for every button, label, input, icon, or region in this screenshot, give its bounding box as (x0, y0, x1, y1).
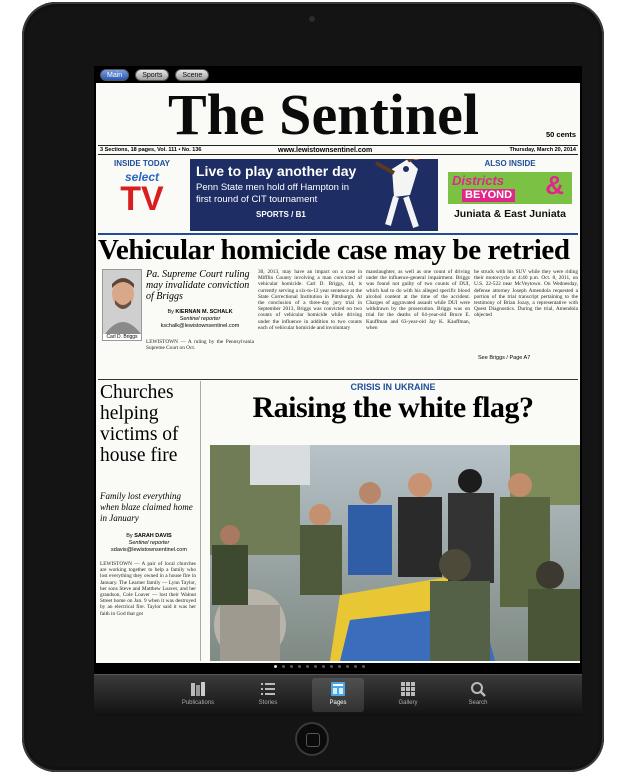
also-inside-label: ALSO INSIDE (484, 159, 536, 168)
gallery-icon (399, 680, 417, 698)
website: www.lewistownsentinel.com (278, 147, 373, 154)
page-dot[interactable] (290, 665, 293, 668)
bottom-tab-bar (94, 674, 582, 716)
feature-headline[interactable]: Raising the white flag? (252, 391, 534, 424)
churches-body: LEWISTOWN — A pair of local churches are working together to help a family who lost everything they owned in a house fire in January. The Learner family — Lynn Taylor, her sons Steve and Matthew Loaver, and her grandson, Cole Loaver — lost their Walnut Street home on Jan. 9 when it was destroyed by an electrical fire. Taylor said it was her faith in God that got (100, 561, 196, 617)
churches-byline-role: Sentinel reporter (128, 540, 170, 546)
ukraine-photo[interactable] (210, 445, 580, 661)
price: 50 cents (545, 130, 576, 139)
page-dot[interactable] (346, 665, 349, 668)
churches-deck: Family lost everything when blaze claimed home in January (100, 491, 193, 523)
lead-byline-name: KIERNAN M. SCHALK (175, 309, 233, 315)
churches-byline-prefix: By (126, 533, 133, 539)
lead-deck: Pa. Supreme Court ruling may invalidate conviction of Briggs (146, 269, 250, 302)
page-dot[interactable] (354, 665, 357, 668)
lead-body-col-4: he struck with his SUV while they were riding their motorcycle at 4:40 p.m. Oct. 8, 2011, on U.S. 22-522 near McVeytown. On Wednesday, defense attorney Joseph Amendola requested a portion of the trial transcript pertaining to the testimony of Brian Jozay, a representative with Quest Diagnostics. During the trial, Amendola objected (474, 269, 578, 319)
promo-select-tv[interactable] (98, 159, 186, 231)
ukraine-photo-image (210, 445, 580, 661)
tab-search[interactable] (452, 678, 504, 712)
mugshot-image (103, 270, 142, 334)
edition-bar (98, 145, 578, 155)
beyond-word: BEYOND (462, 189, 515, 202)
lead-body-col-3: manslaughter, as well as one count of driving under the influence-general impairment. Briggs was found not guilty of two counts of DUI, which had to do with his alleged specific blood alcohol content at the time of the accident. Charges of aggravated assault while DUI were withdrawn by the prosecution. Briggs was on trial for the deaths of 64-year-old Bruce E. Kauffman and 63-year-old Jay K. Kauffman, when (366, 269, 470, 331)
lead-byline-prefix: By (167, 309, 174, 315)
mugshot-photo (102, 269, 142, 341)
mugshot-caption: Carl D. Briggs (103, 334, 141, 340)
promo-districts[interactable] (442, 159, 578, 231)
page-dot[interactable] (298, 665, 301, 668)
tab-publications[interactable] (172, 678, 224, 712)
page-dot[interactable] (282, 665, 285, 668)
lead-byline-email: kschalk@lewistownsentinel.com (160, 323, 240, 329)
page-dot[interactable] (330, 665, 333, 668)
lead-byline-role: Sentinel reporter (179, 316, 221, 322)
tab-scene[interactable]: Scene (175, 69, 209, 81)
districts-beyond-logo (448, 172, 572, 204)
tab-stories[interactable] (242, 678, 294, 712)
tv-word: TV (120, 180, 164, 218)
churches-byline-name: SARAH DAVIS (134, 533, 172, 539)
camera (309, 16, 315, 22)
tab-pages[interactable] (312, 678, 364, 712)
page-dot[interactable] (338, 665, 341, 668)
tab-search-label: Search (468, 700, 488, 706)
newspaper-page[interactable] (96, 83, 580, 663)
juniata-label: Juniata & East Juniata (453, 208, 567, 220)
home-button[interactable] (295, 722, 329, 756)
churches-headline[interactable]: Churches helping victims of house fire (100, 382, 179, 466)
lead-body-col-2: 30, 2013, may have an impact on a case in Mifflin County involving a man convicted of vehicular homicide. Carl D. Briggs, 44, is currently serving a six-to-12 year sentence at the State Correctional Institution in Pittsburgh. At the conclusion of a three-day jury trial in September 2013, Briggs was convicted on two counts of vehicular homicide while driving under the influence in addition to two counts each of vehicular homicide and involuntary (258, 269, 362, 331)
tab-main[interactable]: Main (100, 69, 129, 81)
page-indicator[interactable] (274, 665, 365, 668)
paper-title: The Sentinel (168, 83, 479, 147)
tab-stories-label: Stories (258, 700, 278, 706)
tablet-frame (22, 2, 604, 772)
publications-icon (189, 680, 207, 698)
lead-headline[interactable]: Vehicular homicide case may be retried (98, 234, 570, 266)
promo-sports-sub: Penn State men hold off Hampton in first round of CIT tournament (196, 182, 349, 205)
lead-body-col-1: LEWISTOWN — A ruling by the Pennsylvania Supreme Court on Oct. (146, 339, 254, 352)
page-dot[interactable] (322, 665, 325, 668)
stories-icon (259, 680, 277, 698)
promo-sports-headline: Live to play another day (196, 163, 357, 179)
promo-sports[interactable] (190, 159, 438, 231)
search-icon (469, 680, 487, 698)
tab-pages-label: Pages (329, 700, 347, 706)
section-tabs (100, 69, 209, 81)
inside-today-label: INSIDE TODAY (113, 159, 170, 168)
lead-byline (146, 309, 254, 330)
issue-date: Thursday, March 20, 2014 (509, 147, 576, 153)
lead-jump[interactable]: See Briggs / Page A7 (478, 355, 531, 361)
page-dot[interactable] (274, 665, 277, 668)
page-dot[interactable] (306, 665, 309, 668)
select-tv-logo (98, 170, 186, 218)
pages-icon (329, 680, 347, 698)
page-dot[interactable] (314, 665, 317, 668)
tab-gallery-label: Gallery (398, 700, 418, 706)
edition-info: 3 Sections, 18 pages, Vol. 111 • No. 136 (100, 147, 202, 153)
tab-publications-label: Publications (181, 700, 215, 706)
basketball-player-photo (346, 159, 438, 231)
app-screen (94, 66, 582, 716)
column-divider (200, 381, 201, 661)
districts-word: Districts (452, 173, 505, 188)
feature-kicker: CRISIS IN UKRAINE (350, 382, 436, 392)
tab-gallery[interactable] (382, 678, 434, 712)
page-dot[interactable] (362, 665, 365, 668)
districts-amp: & (545, 170, 564, 200)
promo-sports-section: SPORTS / B1 (256, 210, 306, 219)
masthead (96, 83, 580, 147)
story-divider (98, 379, 578, 380)
tab-sports[interactable]: Sports (135, 69, 169, 81)
churches-byline (100, 533, 198, 554)
select-word: select (124, 170, 160, 184)
churches-byline-email: sdavis@lewistownsentinel.com (111, 547, 187, 553)
